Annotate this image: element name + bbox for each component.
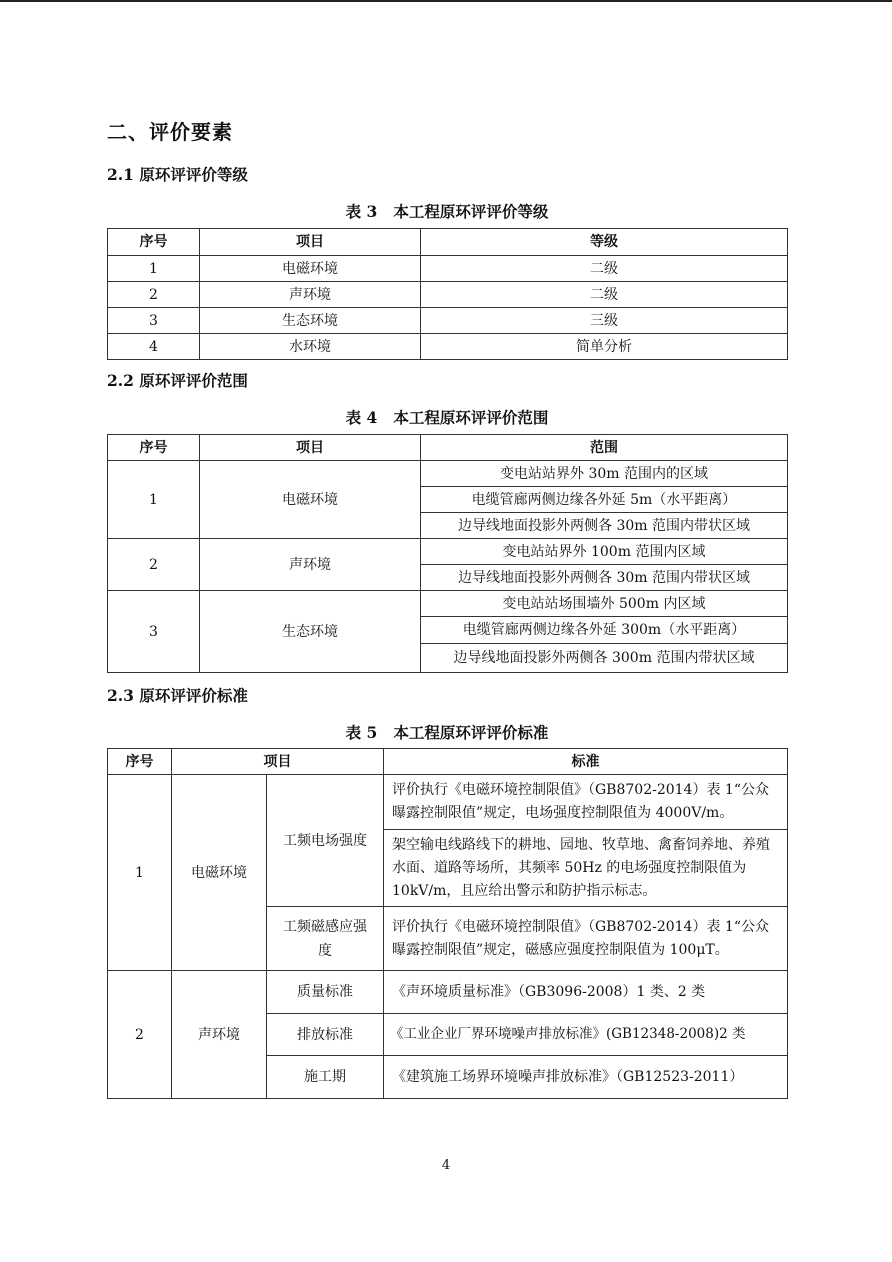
table-row — [108, 775, 788, 830]
header-range: 范围 — [421, 435, 788, 461]
header-standard: 标准 — [384, 749, 788, 775]
top-border-line — [0, 0, 892, 2]
table-3-title: 本工程原环评评价等级 — [393, 202, 549, 221]
header-no: 序号 — [108, 749, 172, 775]
table-row — [108, 334, 788, 360]
cell-no: 3 — [108, 591, 200, 673]
table-5-standard — [107, 748, 788, 1099]
cell-standard: 《建筑施工场界环境噪声排放标准》（GB12523-2011） — [384, 1056, 788, 1099]
header-no: 序号 — [108, 229, 200, 256]
header-no: 序号 — [108, 435, 200, 461]
cell-sub-item: 工频电场强度 — [267, 775, 384, 907]
header-item: 项目 — [200, 229, 421, 256]
cell-item: 声环境 — [172, 971, 267, 1099]
cell-standard: 《工业企业厂界环境噪声排放标准》(GB12348-2008)2 类 — [384, 1014, 788, 1056]
cell-no: 2 — [108, 971, 172, 1099]
cell-no: 1 — [108, 461, 200, 539]
cell-no: 2 — [108, 539, 200, 591]
header-item: 项目 — [200, 435, 421, 461]
table-header-row — [108, 749, 788, 775]
cell-item: 电磁环境 — [172, 775, 267, 971]
table-3-grade — [107, 228, 788, 360]
cell-item: 生态环境 — [200, 591, 421, 673]
cell-item: 水环境 — [200, 334, 421, 360]
cell-no: 1 — [108, 775, 172, 971]
header-grade: 等级 — [421, 229, 788, 256]
cell-range: 边导线地面投影外两侧各 30m 范围内带状区域 — [421, 565, 788, 591]
cell-item: 电磁环境 — [200, 256, 421, 282]
cell-range: 边导线地面投影外两侧各 30m 范围内带状区域 — [421, 513, 788, 539]
table-3-number: 表 3 — [345, 202, 378, 221]
cell-sub-item: 排放标准 — [267, 1014, 384, 1056]
cell-grade: 二级 — [421, 282, 788, 308]
table-5-title: 本工程原环评评价标准 — [393, 723, 549, 742]
table-5-number: 表 5 — [345, 723, 378, 742]
cell-range: 变电站站界外 30m 范围内的区域 — [421, 461, 788, 487]
table-4-number: 表 4 — [345, 408, 378, 427]
heading-2-2: 2.2 原环评评价范围 — [107, 371, 248, 390]
heading-2-3: 2.3 原环评评价标准 — [107, 686, 248, 705]
cell-range: 电缆管廊两侧边缘各外延 5m（水平距离） — [421, 487, 788, 513]
cell-standard: 《声环境质量标准》（GB3096-2008）1 类、2 类 — [384, 971, 788, 1014]
table-4-range — [107, 434, 788, 673]
cell-no: 4 — [108, 334, 200, 360]
cell-grade: 简单分析 — [421, 334, 788, 360]
table-4-title: 本工程原环评评价范围 — [393, 408, 549, 427]
table-4-caption — [107, 406, 787, 428]
header-item: 项目 — [172, 749, 384, 775]
cell-range: 电缆管廊两侧边缘各外延 300m（水平距离） — [421, 617, 788, 644]
cell-no: 3 — [108, 308, 200, 334]
table-header-row — [108, 229, 788, 256]
cell-item: 声环境 — [200, 539, 421, 591]
table-header-row — [108, 435, 788, 461]
table-row — [108, 539, 788, 565]
section-title: 二、评价要素 — [107, 120, 233, 144]
cell-item: 声环境 — [200, 282, 421, 308]
heading-2-1: 2.1 原环评评价等级 — [107, 165, 248, 184]
cell-sub-item: 质量标准 — [267, 971, 384, 1014]
cell-grade: 三级 — [421, 308, 788, 334]
table-row — [108, 282, 788, 308]
cell-range: 边导线地面投影外两侧各 300m 范围内带状区域 — [421, 644, 788, 673]
table-row — [108, 591, 788, 617]
cell-standard: 架空输电线路线下的耕地、园地、牧草地、禽畜饲养地、养殖水面、道路等场所，其频率 50Hz 的电场强度控制限值为 10kV/m，且应给出警示和防护指示标志。 — [384, 830, 788, 907]
cell-sub-item: 施工期 — [267, 1056, 384, 1099]
table-row — [108, 256, 788, 282]
cell-grade: 二级 — [421, 256, 788, 282]
cell-standard: 评价执行《电磁环境控制限值》（GB8702-2014）表 1“公众曝露控制限值”规定，电场强度控制限值为 4000V/m。 — [384, 775, 788, 830]
page-number: 4 — [441, 1158, 451, 1173]
table-5-caption — [107, 721, 787, 743]
cell-range: 变电站站场围墙外 500m 内区域 — [421, 591, 788, 617]
cell-no: 2 — [108, 282, 200, 308]
cell-item: 电磁环境 — [200, 461, 421, 539]
cell-item: 生态环境 — [200, 308, 421, 334]
cell-sub-item: 工频磁感应强度 — [267, 907, 384, 971]
cell-no: 1 — [108, 256, 200, 282]
table-row — [108, 461, 788, 487]
cell-range: 变电站站界外 100m 范围内区域 — [421, 539, 788, 565]
cell-standard: 评价执行《电磁环境控制限值》（GB8702-2014）表 1“公众曝露控制限值”规定，磁感应强度控制限值为 100μT。 — [384, 907, 788, 971]
table-row — [108, 971, 788, 1014]
table-row — [108, 308, 788, 334]
table-3-caption — [107, 200, 787, 222]
